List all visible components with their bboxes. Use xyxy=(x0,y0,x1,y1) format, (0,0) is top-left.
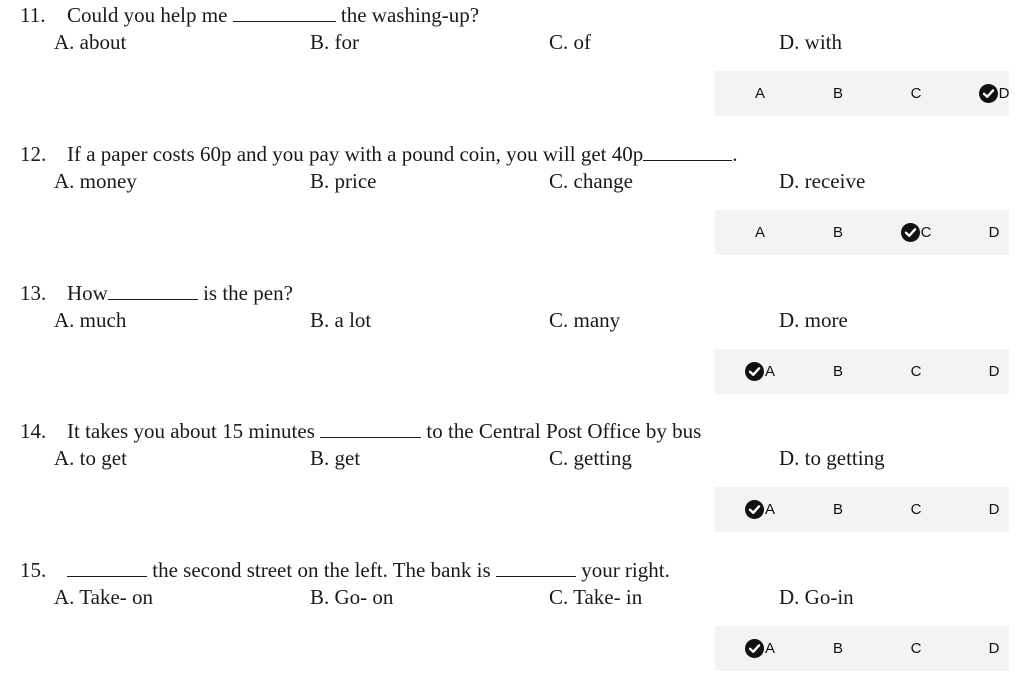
question-12 xyxy=(0,139,1024,277)
option-a: A. money xyxy=(54,169,137,193)
stem-text: is the pen? xyxy=(197,281,293,305)
answer-selector xyxy=(715,626,1009,671)
answer-selector xyxy=(715,349,1009,394)
question-stem xyxy=(20,557,670,583)
answer-letter: A xyxy=(764,363,775,380)
question-14 xyxy=(0,416,1024,554)
option-c: C. Take- in xyxy=(549,585,643,609)
stem-text: . xyxy=(732,142,738,166)
check-circle-icon xyxy=(901,223,920,242)
question-13 xyxy=(0,278,1024,416)
answer-letter: D xyxy=(988,363,1000,380)
answer-choice-a[interactable] xyxy=(725,71,795,116)
answer-letter: B xyxy=(832,640,843,657)
answer-letter: D xyxy=(988,224,1000,241)
option-c: C. many xyxy=(549,308,621,332)
answer-letter: B xyxy=(832,224,843,241)
option-a: A. about xyxy=(54,30,127,54)
question-stem xyxy=(20,2,479,28)
option-b: B. for xyxy=(310,30,359,54)
option-d: D. receive xyxy=(779,169,866,193)
answer-choice-b[interactable] xyxy=(803,487,873,532)
answer-blank xyxy=(67,558,147,577)
answer-blank xyxy=(643,142,732,161)
option-b: B. a lot xyxy=(310,308,372,332)
check-circle-icon xyxy=(745,362,764,381)
option-d: D. Go-in xyxy=(779,585,854,609)
answer-choice-d[interactable] xyxy=(959,210,1024,255)
option-a: A. much xyxy=(54,308,127,332)
answer-letter: A xyxy=(754,224,765,241)
question-15 xyxy=(0,555,1024,693)
answer-letter: C xyxy=(910,640,922,657)
answer-blank xyxy=(496,558,576,577)
answer-letter: D xyxy=(988,501,1000,518)
answer-letter: A xyxy=(754,85,765,102)
question-stem xyxy=(20,141,737,167)
option-b: B. Go- on xyxy=(310,585,394,609)
question-stem xyxy=(20,280,293,306)
check-circle-icon xyxy=(979,84,998,103)
answer-letter: B xyxy=(832,501,843,518)
answer-letter: B xyxy=(832,363,843,380)
answer-choice-c[interactable] xyxy=(881,626,951,671)
stem-text: If a paper costs 60p and you pay with a pound coin, you will get 40p xyxy=(67,142,644,166)
answer-letter: A xyxy=(764,501,775,518)
answer-blank xyxy=(233,3,336,22)
option-a: A. to get xyxy=(54,446,127,470)
answer-letter: C xyxy=(910,85,922,102)
stem-text: It takes you about 15 minutes xyxy=(67,419,321,443)
stem-text: your right. xyxy=(575,558,670,582)
answer-choice-a[interactable] xyxy=(725,349,795,394)
answer-choice-c[interactable] xyxy=(881,349,951,394)
question-stem xyxy=(20,418,701,444)
stem-text: the second street on the left. The bank is xyxy=(147,558,496,582)
answer-letter: B xyxy=(832,85,843,102)
answer-letter: D xyxy=(988,640,1000,657)
answer-blank xyxy=(108,281,198,300)
answer-choice-c[interactable] xyxy=(881,487,951,532)
answer-selector xyxy=(715,71,1009,116)
stem-text: the washing-up? xyxy=(335,3,480,27)
question-number: 15. xyxy=(20,558,47,582)
option-b: B. get xyxy=(310,446,361,470)
answer-choice-d[interactable] xyxy=(959,626,1024,671)
option-c: C. of xyxy=(549,30,591,54)
option-a: A. Take- on xyxy=(54,585,154,609)
question-number: 12. xyxy=(20,142,47,166)
stem-text: to the Central Post Office by bus xyxy=(421,419,702,443)
question-number: 13. xyxy=(20,281,47,305)
answer-choice-b[interactable] xyxy=(803,210,873,255)
answer-letter: C xyxy=(910,501,922,518)
answer-selector xyxy=(715,210,1009,255)
option-b: B. price xyxy=(310,169,377,193)
answer-choice-b[interactable] xyxy=(803,626,873,671)
answer-choice-a[interactable] xyxy=(725,626,795,671)
answer-selector xyxy=(715,487,1009,532)
check-circle-icon xyxy=(745,639,764,658)
answer-choice-d[interactable] xyxy=(959,487,1024,532)
answer-letter: D xyxy=(998,85,1010,102)
answer-letter: C xyxy=(910,363,922,380)
option-d: D. to getting xyxy=(779,446,885,470)
answer-letter: A xyxy=(764,640,775,657)
option-d: D. with xyxy=(779,30,842,54)
option-c: C. change xyxy=(549,169,633,193)
answer-choice-b[interactable] xyxy=(803,349,873,394)
answer-choice-c[interactable] xyxy=(881,71,951,116)
option-c: C. getting xyxy=(549,446,632,470)
stem-text: How xyxy=(67,281,108,305)
answer-choice-d[interactable] xyxy=(959,349,1024,394)
stem-text: Could you help me xyxy=(67,3,233,27)
question-11 xyxy=(0,0,1024,138)
answer-choice-b[interactable] xyxy=(803,71,873,116)
answer-choice-c[interactable] xyxy=(881,210,951,255)
answer-blank xyxy=(320,419,421,438)
check-circle-icon xyxy=(745,500,764,519)
question-number: 11. xyxy=(20,3,46,27)
answer-choice-d[interactable] xyxy=(959,71,1024,116)
answer-choice-a[interactable] xyxy=(725,210,795,255)
answer-letter: C xyxy=(920,224,932,241)
answer-choice-a[interactable] xyxy=(725,487,795,532)
question-number: 14. xyxy=(20,419,47,443)
option-d: D. more xyxy=(779,308,848,332)
